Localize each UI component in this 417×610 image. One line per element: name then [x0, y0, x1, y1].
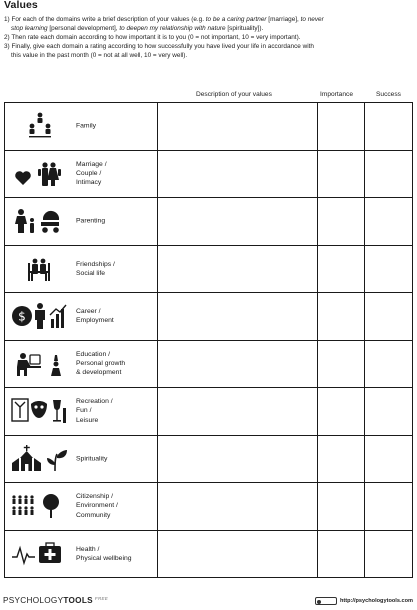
- importance-cell[interactable]: [318, 150, 365, 198]
- brand-text-bold: TOOLS: [63, 596, 93, 605]
- domain-label-line: Marriage /: [76, 160, 107, 168]
- instruction-text: [personal development],: [47, 25, 120, 33]
- brand-suffix: FREE: [94, 596, 109, 601]
- importance-cell[interactable]: [318, 530, 365, 578]
- marriage-icon: [11, 159, 69, 189]
- instruction-example: to never: [300, 16, 324, 23]
- family-icon: [11, 111, 69, 141]
- brand-text: PSYCHOLOGY: [3, 596, 64, 605]
- creative-commons-icon: [315, 597, 337, 605]
- domain-label-line: & development: [76, 369, 122, 377]
- domain-label-line: Spirituality: [76, 455, 108, 463]
- domain-label-line: Community: [76, 511, 111, 519]
- domain-label: [76, 545, 132, 563]
- domain-label-line: Recreation /: [76, 398, 113, 406]
- success-cell[interactable]: [365, 340, 413, 388]
- footer-url[interactable]: http://psychologytools.com: [339, 598, 413, 604]
- domain-label-line: Personal growth: [76, 360, 126, 368]
- table-row: [5, 340, 413, 388]
- parenting-icon: [11, 206, 69, 236]
- values-table: [4, 102, 413, 578]
- instruction-2: 2) Then rate each domain according to how important it is to you (0 = not important, 10 = very important).: [4, 34, 301, 42]
- table-row: [5, 245, 413, 293]
- importance-cell[interactable]: [318, 435, 365, 483]
- importance-cell[interactable]: [318, 340, 365, 388]
- importance-cell[interactable]: [318, 245, 365, 293]
- table-row: [5, 103, 413, 151]
- importance-cell[interactable]: [318, 293, 365, 341]
- domain-label: [76, 260, 115, 278]
- domain-label-line: Career /: [76, 308, 101, 316]
- success-cell[interactable]: [365, 530, 413, 578]
- success-cell[interactable]: [365, 150, 413, 198]
- domain-label-line: Friendships /: [76, 260, 115, 268]
- domain-cell: [5, 340, 158, 388]
- domain-label-line: Couple /: [76, 170, 102, 178]
- importance-cell[interactable]: [318, 103, 365, 151]
- domain-label: [76, 492, 118, 520]
- domain-label: [76, 350, 125, 378]
- spirituality-icon: [11, 444, 69, 474]
- description-cell[interactable]: [157, 340, 318, 388]
- domain-label-line: Intimacy: [76, 179, 102, 187]
- description-cell[interactable]: [157, 103, 318, 151]
- table-row: [5, 150, 413, 198]
- domain-label: [76, 307, 114, 325]
- success-cell[interactable]: [365, 198, 413, 246]
- domain-cell: [5, 198, 158, 246]
- table-row: [5, 483, 413, 531]
- brand-logo: [3, 596, 108, 605]
- domain-cell: [5, 530, 158, 578]
- importance-column-header: Importance: [320, 91, 353, 98]
- instruction-example: to be a caring partner: [205, 16, 267, 23]
- success-cell[interactable]: [365, 103, 413, 151]
- domain-label-line: Health /: [76, 545, 100, 553]
- success-cell[interactable]: [365, 435, 413, 483]
- citizenship-icon: [11, 491, 69, 521]
- description-column-header: Description of your values: [196, 91, 272, 98]
- domain-label: [76, 454, 107, 463]
- domain-cell: [5, 435, 158, 483]
- table-row: [5, 530, 413, 578]
- description-cell[interactable]: [157, 435, 318, 483]
- description-cell[interactable]: [157, 483, 318, 531]
- success-cell[interactable]: [365, 483, 413, 531]
- domain-cell: [5, 293, 158, 341]
- instruction-text: 1) For each of the domains write a brief description of your values (e.g.: [4, 16, 206, 23]
- description-cell[interactable]: [157, 388, 318, 436]
- career-icon: [11, 301, 69, 331]
- friendships-icon: [11, 254, 69, 284]
- domain-cell: [5, 388, 158, 436]
- success-column-header: Success: [376, 91, 401, 98]
- domain-label-line: Leisure: [76, 416, 99, 424]
- table-row: [5, 388, 413, 436]
- table-row: [5, 293, 413, 341]
- success-cell[interactable]: [365, 388, 413, 436]
- domain-label-line: Employment: [76, 317, 114, 325]
- domain-label-line: Family: [76, 122, 97, 130]
- domain-cell: [5, 245, 158, 293]
- importance-cell[interactable]: [318, 388, 365, 436]
- instruction-3-cont: this value in the past month (0 = not at all well, 10 = very well).: [11, 52, 188, 60]
- success-cell[interactable]: [365, 245, 413, 293]
- instruction-3: 3) Finally, give each domain a rating according to how successfully you have lived your life in accordance with: [4, 43, 314, 51]
- domain-label-line: Education /: [76, 350, 111, 358]
- footer-link[interactable]: [315, 597, 413, 605]
- description-cell[interactable]: [157, 245, 318, 293]
- domain-label-line: Environment /: [76, 502, 118, 510]
- recreation-icon: [11, 396, 69, 426]
- page-title: Values: [4, 0, 38, 11]
- domain-label-line: Parenting: [76, 217, 106, 225]
- importance-cell[interactable]: [318, 483, 365, 531]
- domain-label-line: Citizenship /: [76, 493, 114, 501]
- domain-label-line: Social life: [76, 269, 106, 277]
- description-cell[interactable]: [157, 198, 318, 246]
- health-icon: [11, 539, 69, 569]
- domain-label-line: Physical wellbeing: [76, 554, 132, 562]
- description-cell[interactable]: [157, 530, 318, 578]
- instruction-1: [4, 15, 414, 24]
- domain-label: [76, 217, 105, 226]
- description-cell[interactable]: [157, 293, 318, 341]
- domain-cell: [5, 483, 158, 531]
- instruction-text: [spirituality]).: [225, 25, 264, 33]
- instructions: [4, 15, 414, 60]
- importance-cell[interactable]: [318, 198, 365, 246]
- instruction-example: stop learning: [11, 25, 48, 33]
- description-cell[interactable]: [157, 150, 318, 198]
- domain-cell: [5, 150, 158, 198]
- domain-label-line: Fun /: [76, 407, 92, 415]
- instruction-example: to deepen my relationship with nature: [119, 25, 226, 33]
- instruction-text: [marriage],: [266, 16, 301, 23]
- success-cell[interactable]: [365, 293, 413, 341]
- domain-label: [76, 122, 96, 131]
- svg-text:$: $: [18, 309, 26, 324]
- table-row: [5, 435, 413, 483]
- instruction-1-cont: [4, 24, 414, 33]
- domain-label: [76, 397, 113, 425]
- education-icon: [11, 349, 69, 379]
- table-row: [5, 198, 413, 246]
- domain-label: [76, 160, 107, 188]
- domain-cell: [5, 103, 158, 151]
